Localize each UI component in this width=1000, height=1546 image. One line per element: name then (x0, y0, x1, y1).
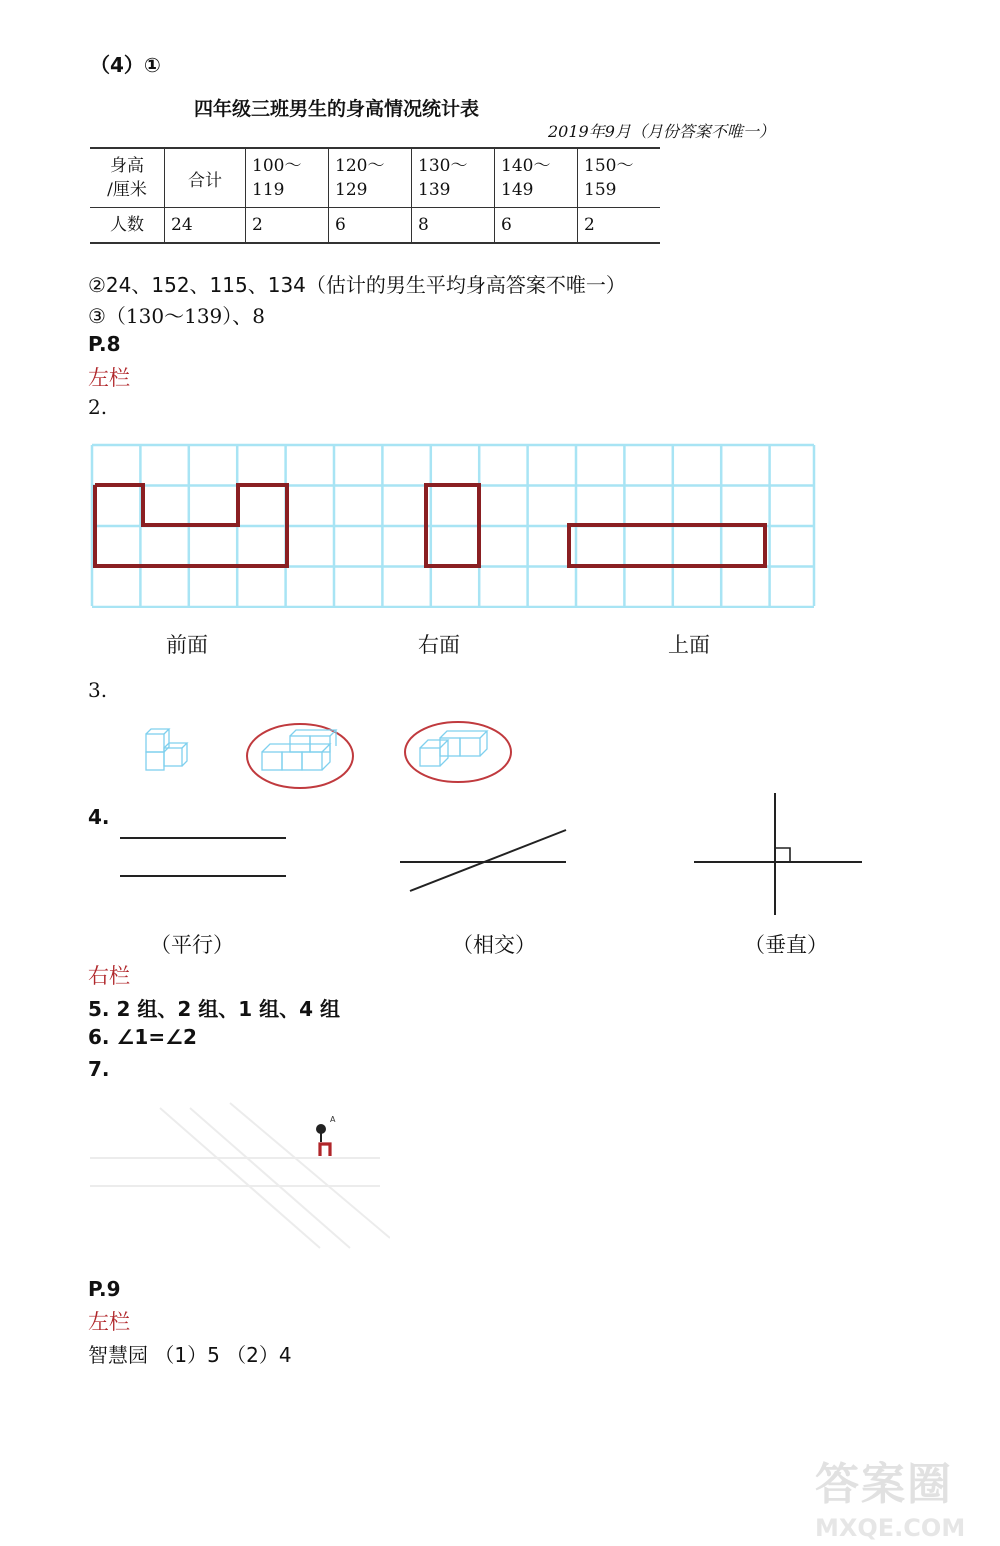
range-end: 129 (335, 180, 368, 200)
range-start: 140～ (501, 156, 551, 176)
cube-row-icon-2 (420, 731, 487, 766)
q7-label: 7. (88, 1057, 110, 1081)
cube-stack-icon (146, 729, 187, 770)
range-start: 100～ (252, 156, 302, 176)
page-p9: P.9 (88, 1277, 121, 1301)
label-perpendicular: （垂直） (744, 933, 828, 957)
range-cell (495, 148, 578, 208)
answer-5: 5. 2 组、2 组、1 组、4 组 (88, 997, 340, 1021)
count-cell: 8 (412, 208, 495, 244)
p9-answer: 智慧园 （1）5 （2）4 (88, 1343, 292, 1367)
range-cell (578, 148, 661, 208)
line-relations (110, 790, 870, 920)
caption-front: 前面 (166, 633, 208, 657)
left-column-heading: 左栏 (88, 366, 130, 390)
row-header-count: 人数 (90, 208, 165, 244)
table-row (90, 148, 660, 208)
top-view-shape (569, 525, 765, 566)
caption-top: 上面 (668, 633, 710, 657)
range-cell (412, 148, 495, 208)
header-line-1: 身高 (110, 156, 144, 176)
answer-6: 6. ∠1=∠2 (88, 1025, 197, 1049)
watermark-logo-text: 答案圈 (815, 1459, 953, 1510)
q4-label: （4）① (90, 53, 161, 77)
q3-label: 3. (88, 678, 108, 702)
range-end: 119 (252, 180, 285, 200)
count-cell: 2 (246, 208, 329, 244)
page-p8: P.8 (88, 332, 121, 356)
faint-road-lines (90, 1103, 390, 1248)
perpendicular-foot-mark (320, 1144, 330, 1156)
watermark (815, 1448, 990, 1543)
total-label: 合计 (165, 148, 246, 208)
answer-2: ②24、152、115、134（估计的男生平均身高答案不唯一） (88, 273, 626, 297)
range-start: 130～ (418, 156, 468, 176)
count-cell: 6 (329, 208, 412, 244)
count-cell: 2 (578, 208, 661, 244)
cube-row-icon-1 (262, 730, 336, 770)
intersect-line-2 (410, 830, 566, 891)
total-value: 24 (165, 208, 246, 244)
range-cell (329, 148, 412, 208)
q2-label: 2. (88, 395, 108, 419)
range-end: 159 (584, 180, 617, 200)
row-header-height (90, 148, 165, 208)
three-views-grid (90, 443, 816, 608)
range-end: 149 (501, 180, 534, 200)
answer-3: ③（130～139）、8 (88, 304, 266, 328)
label-intersect: （相交） (452, 933, 536, 957)
header-line-2: /厘米 (107, 180, 147, 200)
range-start: 120～ (335, 156, 385, 176)
caption-right: 右面 (418, 633, 460, 657)
right-column-heading: 右栏 (88, 964, 130, 988)
q4-figure-label: 4. (88, 805, 110, 829)
road-figure (90, 1098, 390, 1258)
table-date-note: 2019年9月（月份答案不唯一） (548, 122, 775, 141)
count-cell: 6 (495, 208, 578, 244)
range-cell (246, 148, 329, 208)
selection-ellipse-1 (247, 724, 353, 788)
left-column-heading-2: 左栏 (88, 1310, 130, 1334)
label-parallel: （平行） (150, 933, 234, 957)
height-stats-table (90, 147, 660, 244)
right-angle-mark (775, 848, 790, 862)
range-start: 150～ (584, 156, 634, 176)
table-row (90, 208, 660, 244)
table-title: 四年级三班男生的身高情况统计表 (194, 98, 480, 120)
range-end: 139 (418, 180, 451, 200)
point-a-label: A (330, 1115, 336, 1124)
watermark-url: MXQE.COM (815, 1514, 966, 1542)
